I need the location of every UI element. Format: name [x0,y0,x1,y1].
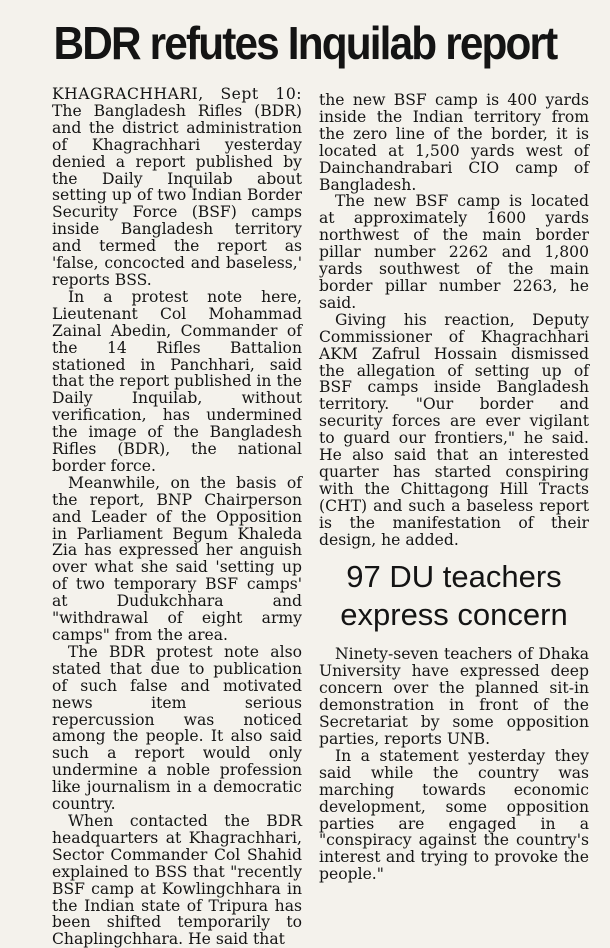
article-paragraph: The new BSF camp is located at approximately 1600 yards northwest of the main border pillar number 2262 and 1,800 yards southwest of the main border pillar number 2263, he said. [319,192,589,312]
headline: BDR refutes Inquilab report [53,17,557,69]
article-paragraph: In a protest note here, Lieutenant Col Mohammad Zainal Abedin, Commander of the 14 Rifles Battalion stationed in Panchhari, said that the report published in the Daily Inquilab, without verification, has undermined the image of the Bangladesh Rifles (BDR), the national border force. [52,287,302,475]
secondary-headline: 97 DU teachers express concern [340,559,568,633]
article-column-right [319,92,589,883]
article-paragraph [52,86,302,289]
article-paragraph: When contacted the BDR headquarters at Khagrachhari, Sector Commander Col Shahid explained to BSS that "recently BSF camp at Kowlingchhara in the Indian state of Tripura has been shifted temporarily to Chaplingchhara. He said that [52,811,302,948]
article-paragraph: Ninety-seven teachers of Dhaka University have expressed deep concern over the planned sit-in demonstration in front of the Secretariat by some opposition parties, reports UNB. [319,645,589,748]
article-column-left [52,86,302,948]
article-paragraph: Giving his reaction, Deputy Commissioner of Khagrachhari AKM Zafrul Hossain dismissed the allegation of setting up of BSF camps inside Bangladesh territory. "Our border and security forces are ever vigilant to guard our frontiers," he said. He also said that an interested quarter has started conspiring with the Chittagong Hill Tracts (CHT) and such a baseless report is the manifestation of their design, he added. [319,310,589,549]
article-paragraph: Meanwhile, on the basis of the report, BNP Chairperson and Leader of the Opposition in Parliament Begum Khaleda Zia has expressed her anguish over what she said 'setting up of two temporary BSF camps' at Dudukchhara and "withdrawal of eight army camps" from the area. [52,473,302,644]
dateline: KHAGRACHHARI, Sept 10: [52,85,302,103]
article-paragraph: the new BSF camp is 400 yards inside the Indian territory from the zero line of the border, it is located at 1,500 yards west of Dainchandrabari CIO camp of Bangladesh. [319,91,589,194]
article-paragraph: The BDR protest note also stated that due to publication of such false and motivated news item serious repercussion was noticed among the people. It also said such a report would only undermine a noble profession like journalism in a democratic country. [52,642,302,814]
paragraph-text: The Bangladesh Rifles (BDR) and the district administration of Khagrachhari yesterday denied a report published by the Daily Inquilab about setting up of two Indian Border Security Force (BSF) camps inside Bangladesh territory and termed the report as 'false, concocted and baseless,' reports BSS. [52,101,302,289]
article-paragraph: In a statement yesterday they said while the country was marching towards economic development, some opposition parties are engaged in a "conspiracy against the country's interest and trying to provoke the people." [319,746,589,884]
